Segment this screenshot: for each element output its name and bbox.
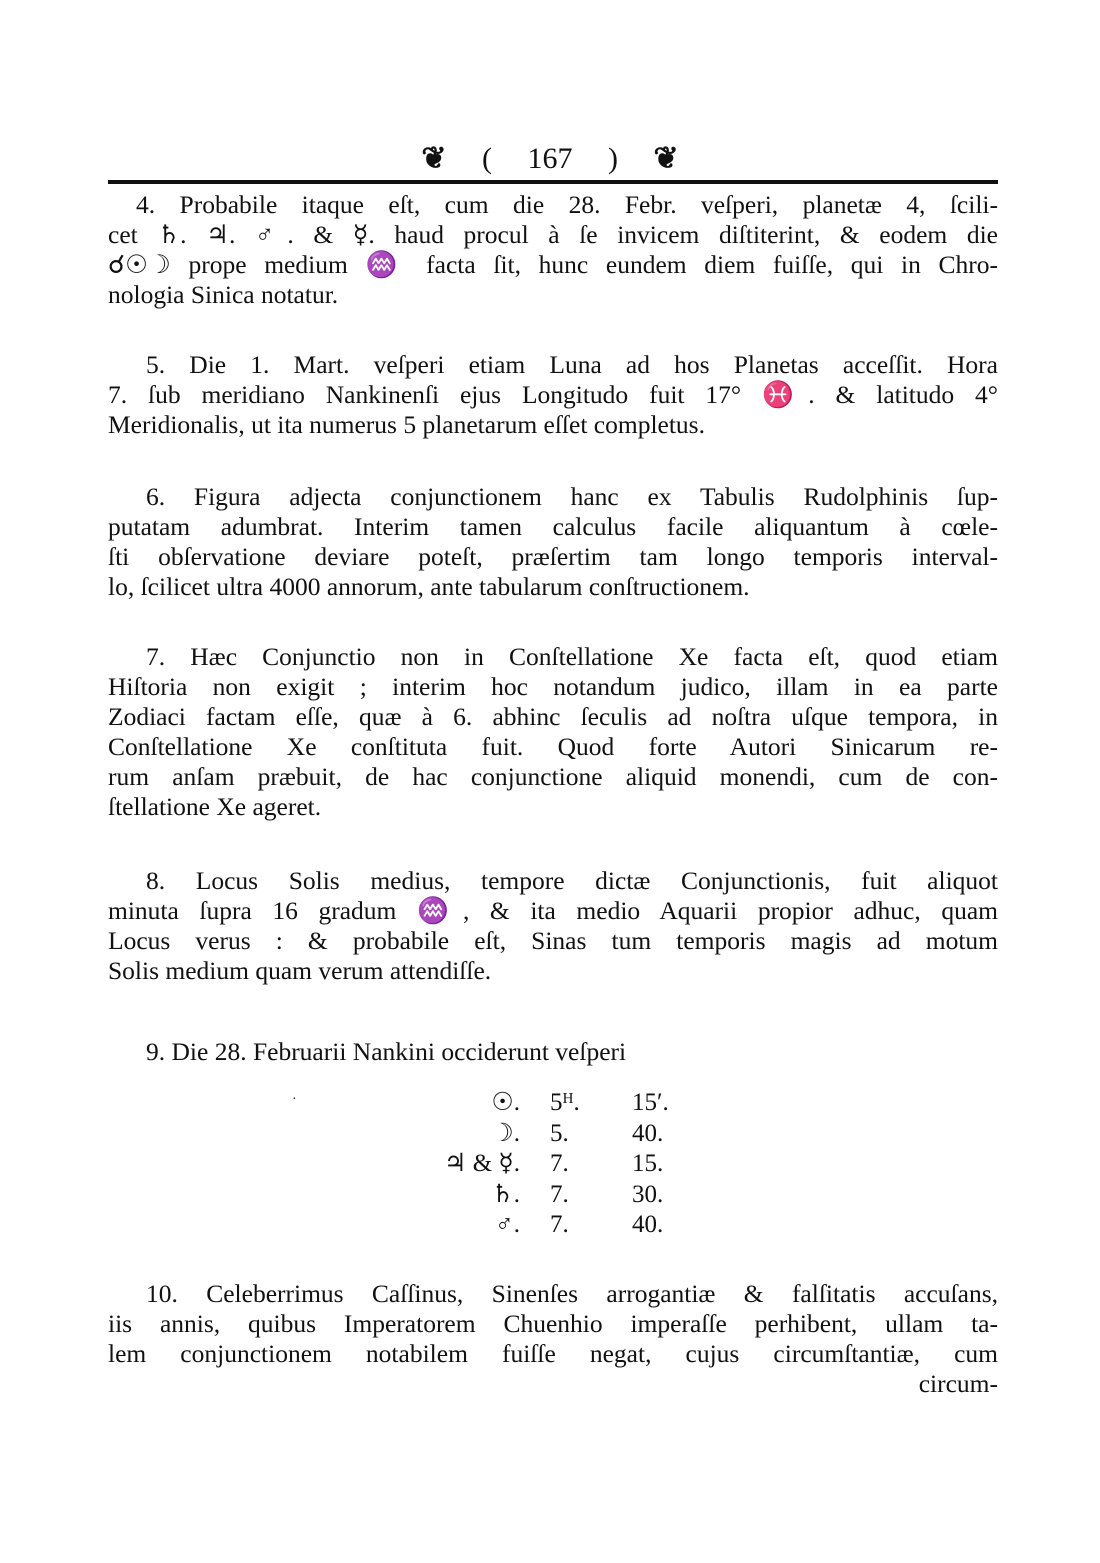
para-9-line-1: 9. Die 28. Februarii Nankini occiderunt veſperi	[146, 1037, 627, 1066]
para-6-line-2: putatam adumbrat. Interim tamen calculus facile aliquantum à cœle-	[108, 512, 998, 541]
table-row	[330, 1088, 712, 1119]
body-cell: ♃ & ☿.	[444, 1150, 520, 1177]
running-header	[0, 142, 1100, 176]
table-row	[330, 1119, 712, 1150]
para-5-line-2: 7. ſub meridiano Nankinenſi ejus Longitudo fuit 17° ♓. & latitudo 4°	[108, 380, 998, 409]
para-4-line-1: 4. Probabile itaque eſt, cum die 28. Febr. veſperi, planetæ 4, ſcili-	[136, 190, 998, 219]
para-5-line-1: 5. Die 1. Mart. veſperi etiam Luna ad hos Planetas acceſſit. Hora	[146, 350, 998, 379]
para-5-line-3: Meridionalis, ut ita numerus 5 planetarum eſſet completus.	[108, 410, 705, 439]
table-row	[330, 1180, 712, 1211]
body-cell: ♂.	[495, 1211, 520, 1238]
para-7-line-5: rum anſam præbuit, de hac conjunctione aliquid monendi, cum de con-	[108, 762, 998, 791]
para-8-line-1: 8. Locus Solis medius, tempore dictæ Conjunctionis, fuit aliquot	[146, 866, 998, 895]
header-rule	[108, 180, 998, 184]
para-10-line-3: lem conjunctionem notabilem fuiſſe negat, cujus circumſtantiæ, cum	[108, 1339, 998, 1368]
stray-mark: ·	[292, 1092, 297, 1107]
para-7-line-3: Zodiaci factam eſſe, quæ à 6. abhinc ſeculis ad noſtra uſque tempora, in	[108, 702, 998, 731]
para-10-line-1: 10. Celeberrimus Caſſinus, Sinenſes arrogantiæ & falſitatis accuſans,	[146, 1279, 998, 1308]
minutes-cell: 15.	[632, 1150, 664, 1177]
para-7-line-4: Conſtellatione Xe conſtituta fuit. Quod forte Autori Sinicarum re-	[108, 732, 998, 761]
para-4-line-2: cet ♄. ♃. ♂. & ☿. haud procul à ſe invicem diſtiterint, & eodem die	[108, 220, 998, 249]
para-6-line-1: 6. Figura adjecta conjunctionem hanc ex Tabulis Rudolphinis ſup-	[146, 482, 998, 511]
para-4-line-3: ☌☉☽ prope medium ♒ facta ſit, hunc eundem diem fuiſſe, qui in Chro-	[108, 250, 998, 279]
minutes-cell: 40.	[632, 1119, 664, 1147]
open-paren: (	[482, 142, 492, 175]
hours-cell: 7.	[550, 1180, 569, 1208]
para-8-line-2: minuta ſupra 16 gradum ♒, & ita medio Aquarii propior adhuc, quam	[108, 896, 998, 925]
table-row	[330, 1210, 712, 1241]
para-8-line-4: Solis medium quam verum attendiſſe.	[108, 956, 492, 985]
para-4-line-4: nologia Sinica notatur.	[108, 280, 339, 309]
table-row	[330, 1149, 712, 1180]
hours-cell: 7.	[550, 1211, 569, 1238]
body-cell: ☽.	[491, 1119, 520, 1147]
minutes-cell: 15′.	[632, 1089, 669, 1116]
para-7-line-1: 7. Hæc Conjunctio non in Conſtellatione Xe facta eſt, quod etiam	[146, 642, 998, 671]
para-7-line-2: Hiſtoria non exigit ; interim hoc notandum judico, illam in ea parte	[108, 672, 998, 701]
para-10-line-2: iis annis, quibus Imperatorem Chuenhio imperaſſe perhibent, ullam ta-	[108, 1309, 998, 1338]
body-cell: ☉.	[491, 1089, 520, 1116]
close-paren: )	[608, 142, 618, 175]
minutes-cell: 40.	[632, 1211, 664, 1238]
hours-cell: 7.	[550, 1150, 569, 1177]
fleuron-left-icon: ❦	[421, 142, 447, 175]
para-6-line-4: lo, ſcilicet ultra 4000 annorum, ante tabularum conſtructionem.	[108, 572, 750, 601]
hours-cell: 5ᴴ.	[550, 1089, 580, 1116]
minutes-cell: 30.	[632, 1180, 664, 1208]
body-cell: ♄.	[491, 1180, 520, 1208]
setting-times-table	[330, 1088, 712, 1241]
fleuron-right-icon: ❦	[653, 142, 679, 175]
page-number: 167	[527, 142, 573, 175]
para-7-line-6: ſtellatione Xe ageret.	[108, 792, 322, 821]
catchword: circum-	[918, 1369, 998, 1398]
para-6-line-3: ſti obſervatione deviare poteſt, præſertim tam longo temporis interval-	[108, 542, 998, 571]
hours-cell: 5.	[550, 1119, 569, 1147]
para-8-line-3: Locus verus : & probabile eſt, Sinas tum temporis magis ad motum	[108, 926, 998, 955]
